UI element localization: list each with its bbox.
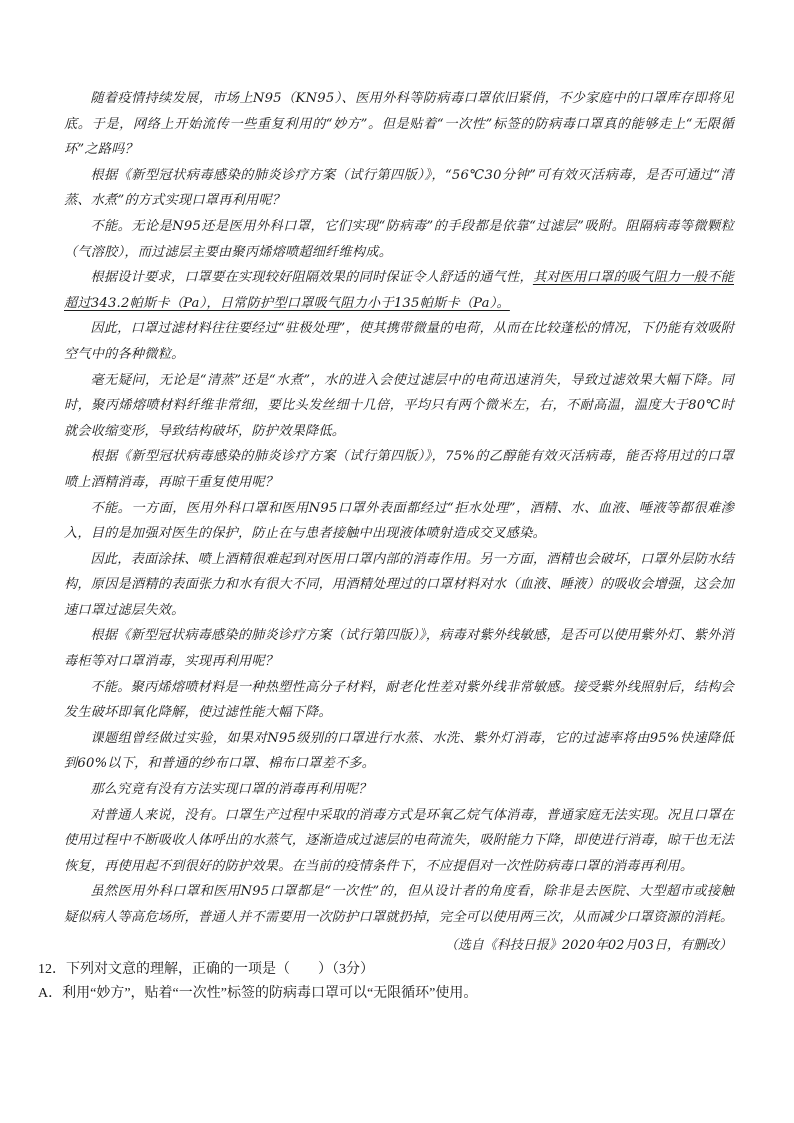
paragraph-10: 根据《新型冠状病毒感染的肺炎诊疗方案（试行第四版）》，病毒对紫外线敏感，是否可以使用紫外灯、紫外消毒柜等对口罩消毒，实现再利用呢？ <box>64 628 734 670</box>
paragraph-12: 课题组曾经做过实验，如果对N95级别的口罩进行水蒸、水洗、紫外灯消毒，它的过滤率将由95%快速降低到60%以下，和普通的纱布口罩、棉布口罩差不多。 <box>64 730 734 772</box>
paragraph-15: 虽然医用外科口罩和医用N95口罩都是“一次性”的，但从设计者的角度看，除非是去医院、大型超市或接触疑似病人等高危场所，普通人并不需要用一次防护口罩就扔掉，完全可以使用两三次，从而减少口罩资源的消耗。 <box>64 884 734 925</box>
paragraph-6: 毫无疑问，无论是“清蒸”还是“水煮”，水的进入会使过滤层中的电荷迅速消失，导致过滤效果大幅下降。同时，聚丙烯熔喷材料纤维非常细，要比头发丝细十几倍，平均只有两个微米左，右，不耐高温，温度大于80℃时就会收缩变形，导致结构破坏，防护效果降低。 <box>64 372 734 439</box>
paragraph-8: 不能。一方面，医用外科口罩和医用N95口罩外表面都经过“拒水处理”，酒精、水、血液、唾液等都很难渗入，目的是加强对医生的保护，防止在与患者接触中出现液体喷射造成交叉感染。 <box>64 500 734 542</box>
paragraph-5: 因此，口罩过滤材料往往要经过“驻极处理”，使其携带微量的电荷，从而在比较蓬松的情况，下仍能有效吸附空气中的各种微粒。 <box>64 321 734 362</box>
paragraph-4 <box>64 265 734 316</box>
paragraph-9: 因此，表面涂抹、喷上酒精很难起到对医用口罩内部的消毒作用。另一方面，酒精也会破坏，口罩外层防水结构，原因是酒精的表面张力和水有很大不同，用酒精处理过的口罩材料对水（血液、睡液）的吸收会增强，这会加速口罩过滤层失效。 <box>64 551 734 618</box>
paragraph-7: 根据《新型冠状病毒感染的肺炎诊疗方案（试行第四版）》，75%的乙醇能有效灭活病毒，能否将用过的口罩喷上酒精消毒，再晾干重复使用呢？ <box>64 449 734 490</box>
paragraph-2: 根据《新型冠状病毒感染的肺炎诊疗方案（试行第四版）》，“56℃30分钟”可有效灭活病毒，是否可通过“清蒸、水煮”的方式实现口罩再利用呢？ <box>64 167 734 209</box>
question-stem: 12．下列对文意的理解，正确的一项是（ ）（3分） <box>38 962 374 978</box>
paragraph-11: 不能。聚丙烯熔喷材料是一种热塑性高分子材料，耐老化性差对紫外线非常敏感。接受紫外线照射后，结构会发生破坏即氧化降解，使过滤性能大幅下降。 <box>64 679 734 721</box>
paragraph-4-start: 根据设计要求，口罩要在实现较好阻隔效果的同时保证令人舒适的通气性， <box>90 270 533 286</box>
paragraph-1: 随着疫情持续发展，市场上N95（KN95）、医用外科等防病毒口罩依旧紧俏，不少家庭中的口罩库存即将见底。于是，网络上开始流传一些重复利用的“妙方”。但是贴着“一次性”标签的防病毒口罩真的能够走上“无限循环”之路吗？ <box>64 91 734 158</box>
paragraph-3: 不能。无论是N95还是医用外科口罩，它们实现“防病毒”的手段都是依靠“过滤层”吸附。阻隔病毒等微颗粒（气溶胶），而过滤层主要由聚丙烯熔喷超细纤维构成。 <box>64 218 734 260</box>
paragraph-13: 那么究竟有没有方法实现口罩的消毒再利用呢？ <box>90 782 372 798</box>
paragraph-4-underlined: 其对医用口罩的吸气阻力一般不能超过343.2帕斯卡（Pa），日常防护型口罩吸气阻力小于135帕斯卡（Pa）。 <box>64 270 734 311</box>
article-source: （选自《科技日报》2020年02月03日，有删改） <box>444 937 732 953</box>
option-a: A．利用“妙方”，贴着“一次性”标签的防病毒口罩可以“无限循环”使用。 <box>38 986 478 1002</box>
paragraph-14: 对普通人来说，没有。口罩生产过程中采取的消毒方式是环氧乙烷气体消毒，普通家庭无法实现。况且口罩在使用过程中不断吸收人体呼出的水蒸气，逐渐造成过滤层的电荷流失，吸附能力下降，即使进行消毒，晾干也无法恢复，再使用起不到很好的防护效果。在当前的疫情条件下，不应提倡对一次性防病毒口罩的消毒再利用。 <box>64 807 734 874</box>
